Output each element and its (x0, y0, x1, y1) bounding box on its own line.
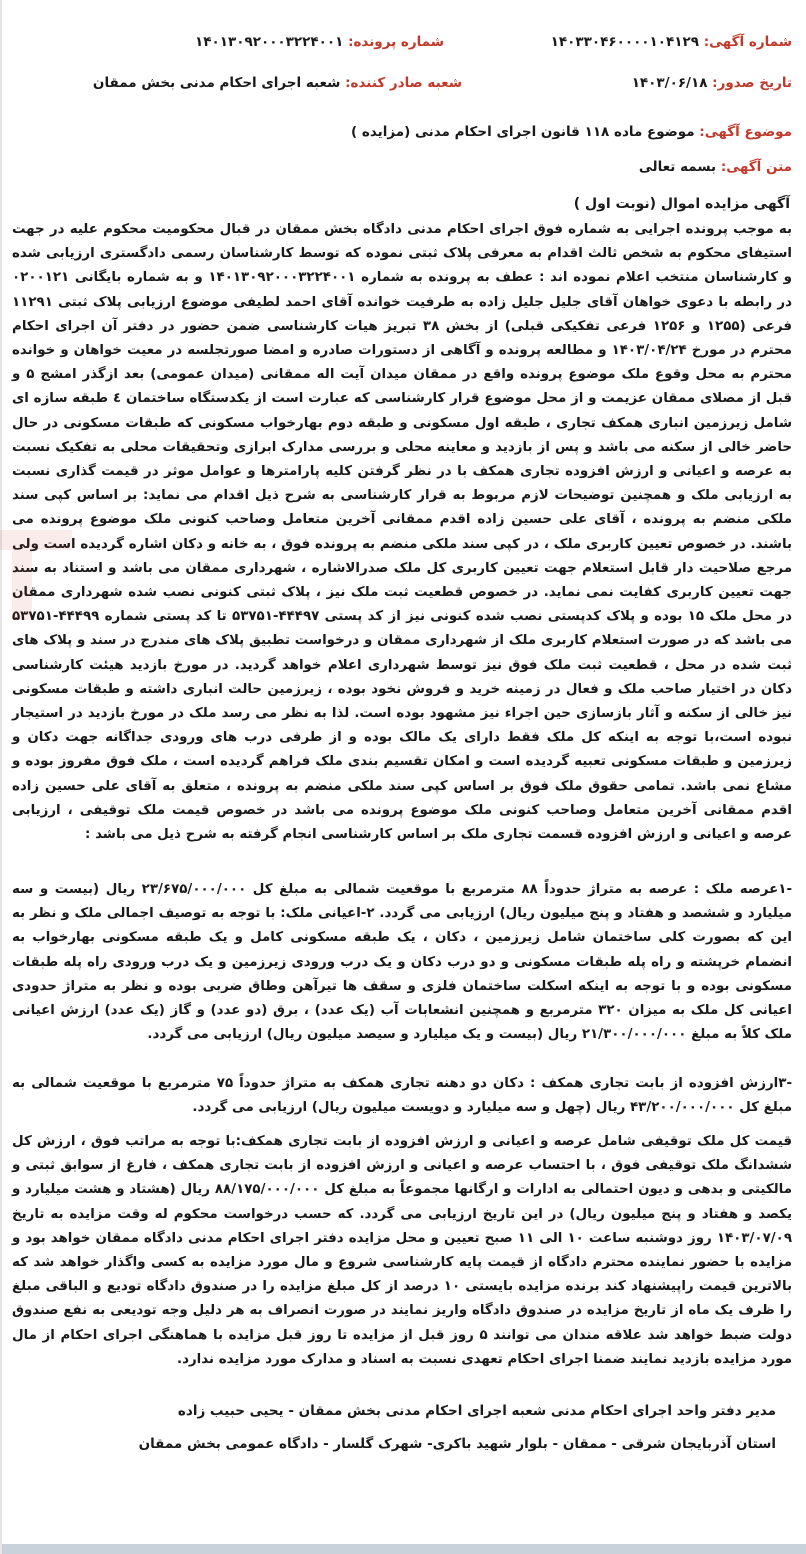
notice-text-value: بسمه تعالی (638, 159, 717, 175)
notice-number (551, 34, 792, 50)
issuer (93, 75, 462, 91)
paragraph-main: به موجب پرونده اجرایی به شماره فوق اجرای احکام مدنی دادگاه بخش ممقان در قبال محکومیت محکوم علیه در جهت استیفای محکوم به شخص ثالث اقدام به معرفی پلاک ثبتی نموده که توسط کارشناسان رسمی دادگستری ارزیابی شده و کارشناسان منتخب اعلام نموده اند : عطف به پرونده به شماره ۱۴۰۱۳۰۹۲۰۰۰۳۲۲۴۰۰۱ و به شماره بایگانی ۰۲۰۰۱۲۱ در رابطه با دعوی خواهان آقای جلیل جلیل زاده به طرفیت خوانده آقای احمد لطیفی موضوع ارزیابی پلاک ثبتی ۱۱۲۹۱ فرعی (۱۲۵۵ و ۱۲۵۶ فرعی تفکیکی قبلی) از بخش ۳۸ تبریز هیات کارشناسی ضمن حضور در دفتر آن اجرای احکام محترم در مورخ ۱۴۰۳/۰۴/۲۴ و مطالعه پرونده و آگاهی از دستورات صادره و امضا صورتجلسه در معیت خواهان و خوانده محترم به محل وقوع ملک موضوع پرونده واقع در ممقان میدان آیت اله ممقانی (میدان عمومی) بعد ازگذر امشج ۵ و قبل از مصلای ممقان عزیمت و از محل موضوع قرار کارشناسی که عبارت است از یکدستگاه ساختمان ٤ طبقه سازه ای شامل زیرزمین انباری همکف تجاری ، طبقه اول مسکونی و طبقه دوم بهارخواب مسکونی که طبقات مسکونی در حال حاضر خالی از سکنه می باشد و پس از بازدید و معاینه محلی و بررسی مدارک ابرازی وتحقیقات محلی به تفکیک نسبت به عرصه و اعیانی و ارزش افزوده تجاری همکف با در نظر گرفتن کلیه پارامترها و عوامل موثر در قیمت گذاری نسبت به ارزیابی ملک و همچنین توضیحات لازم مربوط به قرار کارشناسی به شرح ذیل اقدام می نماید: بر اساس کپی سند ملکی منضم به پرونده ، آقای علی حسین زاده اقدم ممقانی آخرین متعامل وصاحب کنونی ملک موضوع پرونده می باشند. در خصوص تعیین کاربری ملک ، در کپی سند ملکی منضم به پرونده فوق ، به خانه و دکان اشاره گردیده است ولی مرجع صلاحیت دار قابل استعلام جهت تعیین کاربری کل ملک صدرالاشاره ، شهرداری ممقان می باشد و استناد به سند جهت تعیین کاربری کفایت نمی نماید. در خصوص قطعیت ثبت ملک نیز ، پلاک ثبتی کنونی نصب شده شهرداری ممقان در محل ملک ۱۵ بوده و پلاک کدپستی نصب شده کنونی نیز از کد پستی ۴۴۴۹۷-۵۳۷۵۱ تا کد پستی شماره ۴۴۴۹۹-۵۳۷۵۱ می باشد که در صورت استعلام کاربری ملک از شهرداری ممقان و درخواست تطبیق پلاک های مندرج در سند و پلاک های ثبت شده در محل ، قطعیت ثبت ملک فوق نیز توسط شهرداری اعلام خواهد گردید. در مورخ بازدید هیئت کارشناسی دکان در اختیار صاحب ملک و فعال در زمینه خرید و فروش نخود بوده ، زیرزمین حالت انباری داشته و طبقات مسکونی نیز خالی از سکنه و آثار بازسازی حین اجراء نیز مشهود بوده است. لذا به نظر می رسد ملک در مورخ بازدید در استیجار نبوده است،با توجه به اینکه کل ملک فقط دارای یک مالک بوده و از طرفی درب های ورودی جداگانه جهت دکان و زیرزمین و طبقات مسکونی تعبیه گردیده است و امکان تقسیم بندی ملک فراهم گردیده است ، ملک فوق مفروز بوده و مشاع نمی باشد. تمامی حقوق ملک فوق بر اساس کپی سند ملکی منضم به پرونده ، متعلق به آقای علی حسین زاده اقدم ممقانی آخرین متعامل وصاحب کنونی ملک موضوع پرونده می باشد در خصوص قیمت ملک توقیفی ، ارزیابی عرصه و اعیانی و ارزش افزوده قسمت تجاری ملک بر اساس کارشناسی انجام گرفته به شرح ذیل می باشد : (12, 222, 793, 843)
issue-date-value: ۱۴۰۳/۰۶/۱۸ (631, 75, 708, 91)
notice-number-label: شماره آگهی: (703, 34, 792, 50)
issue-date-label: تاریخ صدور: (712, 75, 792, 91)
address-line: استان آذربایجان شرقی - ممقان - بلوار شهید باکری- شهرک گلسار - دادگاه عمومی بخش ممقان (138, 1436, 776, 1452)
case-number-label: شماره پرونده: (348, 34, 444, 50)
issue-date (632, 75, 792, 91)
issuer-label: شعبه صادر کننده: (345, 75, 462, 91)
notice-number-value: ۱۴۰۳۳۰۴۶۰۰۰۰۱۰۴۱۲۹ (550, 34, 699, 50)
notice-text-label: متن آگهی: (720, 159, 792, 175)
notice-subject (351, 124, 792, 140)
auction-title: آگهی مزایده اموال (نوبت اول ) (573, 196, 790, 212)
notice-text-heading (639, 159, 792, 175)
bottom-bar (2, 1544, 806, 1554)
case-number-value: ۱۴۰۱۳۰۹۲۰۰۰۳۲۲۴۰۰۱ (195, 34, 344, 50)
subject-value: موضوع ماده ۱۱۸ قانون اجرای احکام مدنی (مزایده ) (351, 124, 695, 140)
case-number (195, 34, 444, 50)
signature-line: مدیر دفتر واحد اجرای احکام مدنی شعبه اجرای احکام مدنی بخش ممقان - یحیی حبیب زاده (177, 1403, 776, 1419)
paragraph-land-building: -۱عرصه ملک : عرصه به متراژ حدوداً ۸۸ مترمربع با موقعیت شمالی به مبلغ کل ۲۳/۶۷۵/۰۰۰/۰۰۰ ریال (بیست و سه میلیارد و ششصد و هفتاد و پنج میلیون ریال) ارزیابی می گردد. ۲-اعیانی ملک: با توجه به توصیف اجمالی ملک و نظر به این که بصورت کلی ساختمان شامل زیرزمین ، دکان ، یک طبقه مسکونی کامل و یک طبقه مسکونی بهارخواب به انضمام خرپشته و راه پله طبقات مسکونی و دو درب دکان و یک درب ورودی زیرزمین و یک درب ورودی راه پله طبقات مسکونی بوده و با توجه به اینکه اسکلت ساختمان فلزی و سقف ها تیرآهن وطاق ضربی بوده و نظر به متراژ حدودی اعیانی کل ملک به میزان ۳۲۰ مترمربع و همچنین انشعابات آب (یک عدد) ، برق (دو عدد) و گاز (یک عدد) ارزش اعیانی ملک کلاً به مبلغ ۲۱/۳۰۰/۰۰۰/۰۰۰ ریال (بیست و یک میلیارد و سیصد میلیون ریال) ارزیابی می گردد. (12, 882, 793, 1043)
paragraph-total-price: قیمت کل ملک توقیفی شامل عرصه و اعیانی و ارزش افزوده از بابت تجاری همکف:با توجه به مراتب فوق ، ارزش کل ششدانگ ملک توقیفی فوق ، با احتساب عرصه و اعیانی و ارزش افزوده از بابت تجاری همکف ، فارغ از سوابق ثبتی و مالکیتی و بدهی و دیون احتمالی به ادارات و ارگانها مجموعاً به مبلغ کل ۸۸/۱۷۵/۰۰۰/۰۰۰ ریال (هشتاد و هشت میلیارد و یکصد و هفتاد و پنج میلیون ریال) در این تاریخ ارزیابی می گردد. که حسب درخواست محکوم له وقت مزایده به تاریخ ۱۴۰۳/۰۷/۰۹ روز دوشنبه ساعت ۱۰ الی ۱۱ صبح تعیین و محل مزایده دفتر اجرای احکام مدنی دادگاه ممقان خواهد بود و مزایده با حضور نماینده محترم دادگاه از قیمت پایه کارشناسی شروع و مال مورد مزایده به کسی واگذار خواهد شد که بالاترین قیمت راپیشنهاد کند برنده مزایده بایستی ۱۰ درصد از کل مبلغ مزایده را در صندوق دادگاه تودیع و الباقی مبلغ را ظرف یک ماه از تاریخ مزایده در صندوق دادگاه واریز نمایند در صورت انصراف به هر دلیل وجه تودیعی به نفع صندوق دولت ضبط خواهد شد علاقه مندان می توانند ۵ روز قبل از مزایده تا روز قبل مزایده با هماهنگی اجرای احکام از مال مورد مزایده بازدید نمایند ضمنا اجرای احکام تعهدی نسبت به اسناد و مدارک مورد مزایده ندارد. (12, 1134, 792, 1367)
subject-label: موضوع آگهی: (699, 124, 792, 140)
watermark-logo-icon (0, 520, 92, 630)
issuer-value: شعبه اجرای احکام مدنی بخش ممقان (92, 75, 341, 91)
paragraph-added-value: -۳ارزش افزوده از بابت تجاری همکف : دکان دو دهنه تجاری همکف به متراژ حدوداً ۷۵ مترمربع با موقعیت شمالی به مبلغ کل ۴۳/۲۰۰/۰۰۰/۰۰۰ ریال (چهل و سه میلیارد و دویست میلیون ریال) ارزیابی می گردد. (12, 1076, 792, 1116)
